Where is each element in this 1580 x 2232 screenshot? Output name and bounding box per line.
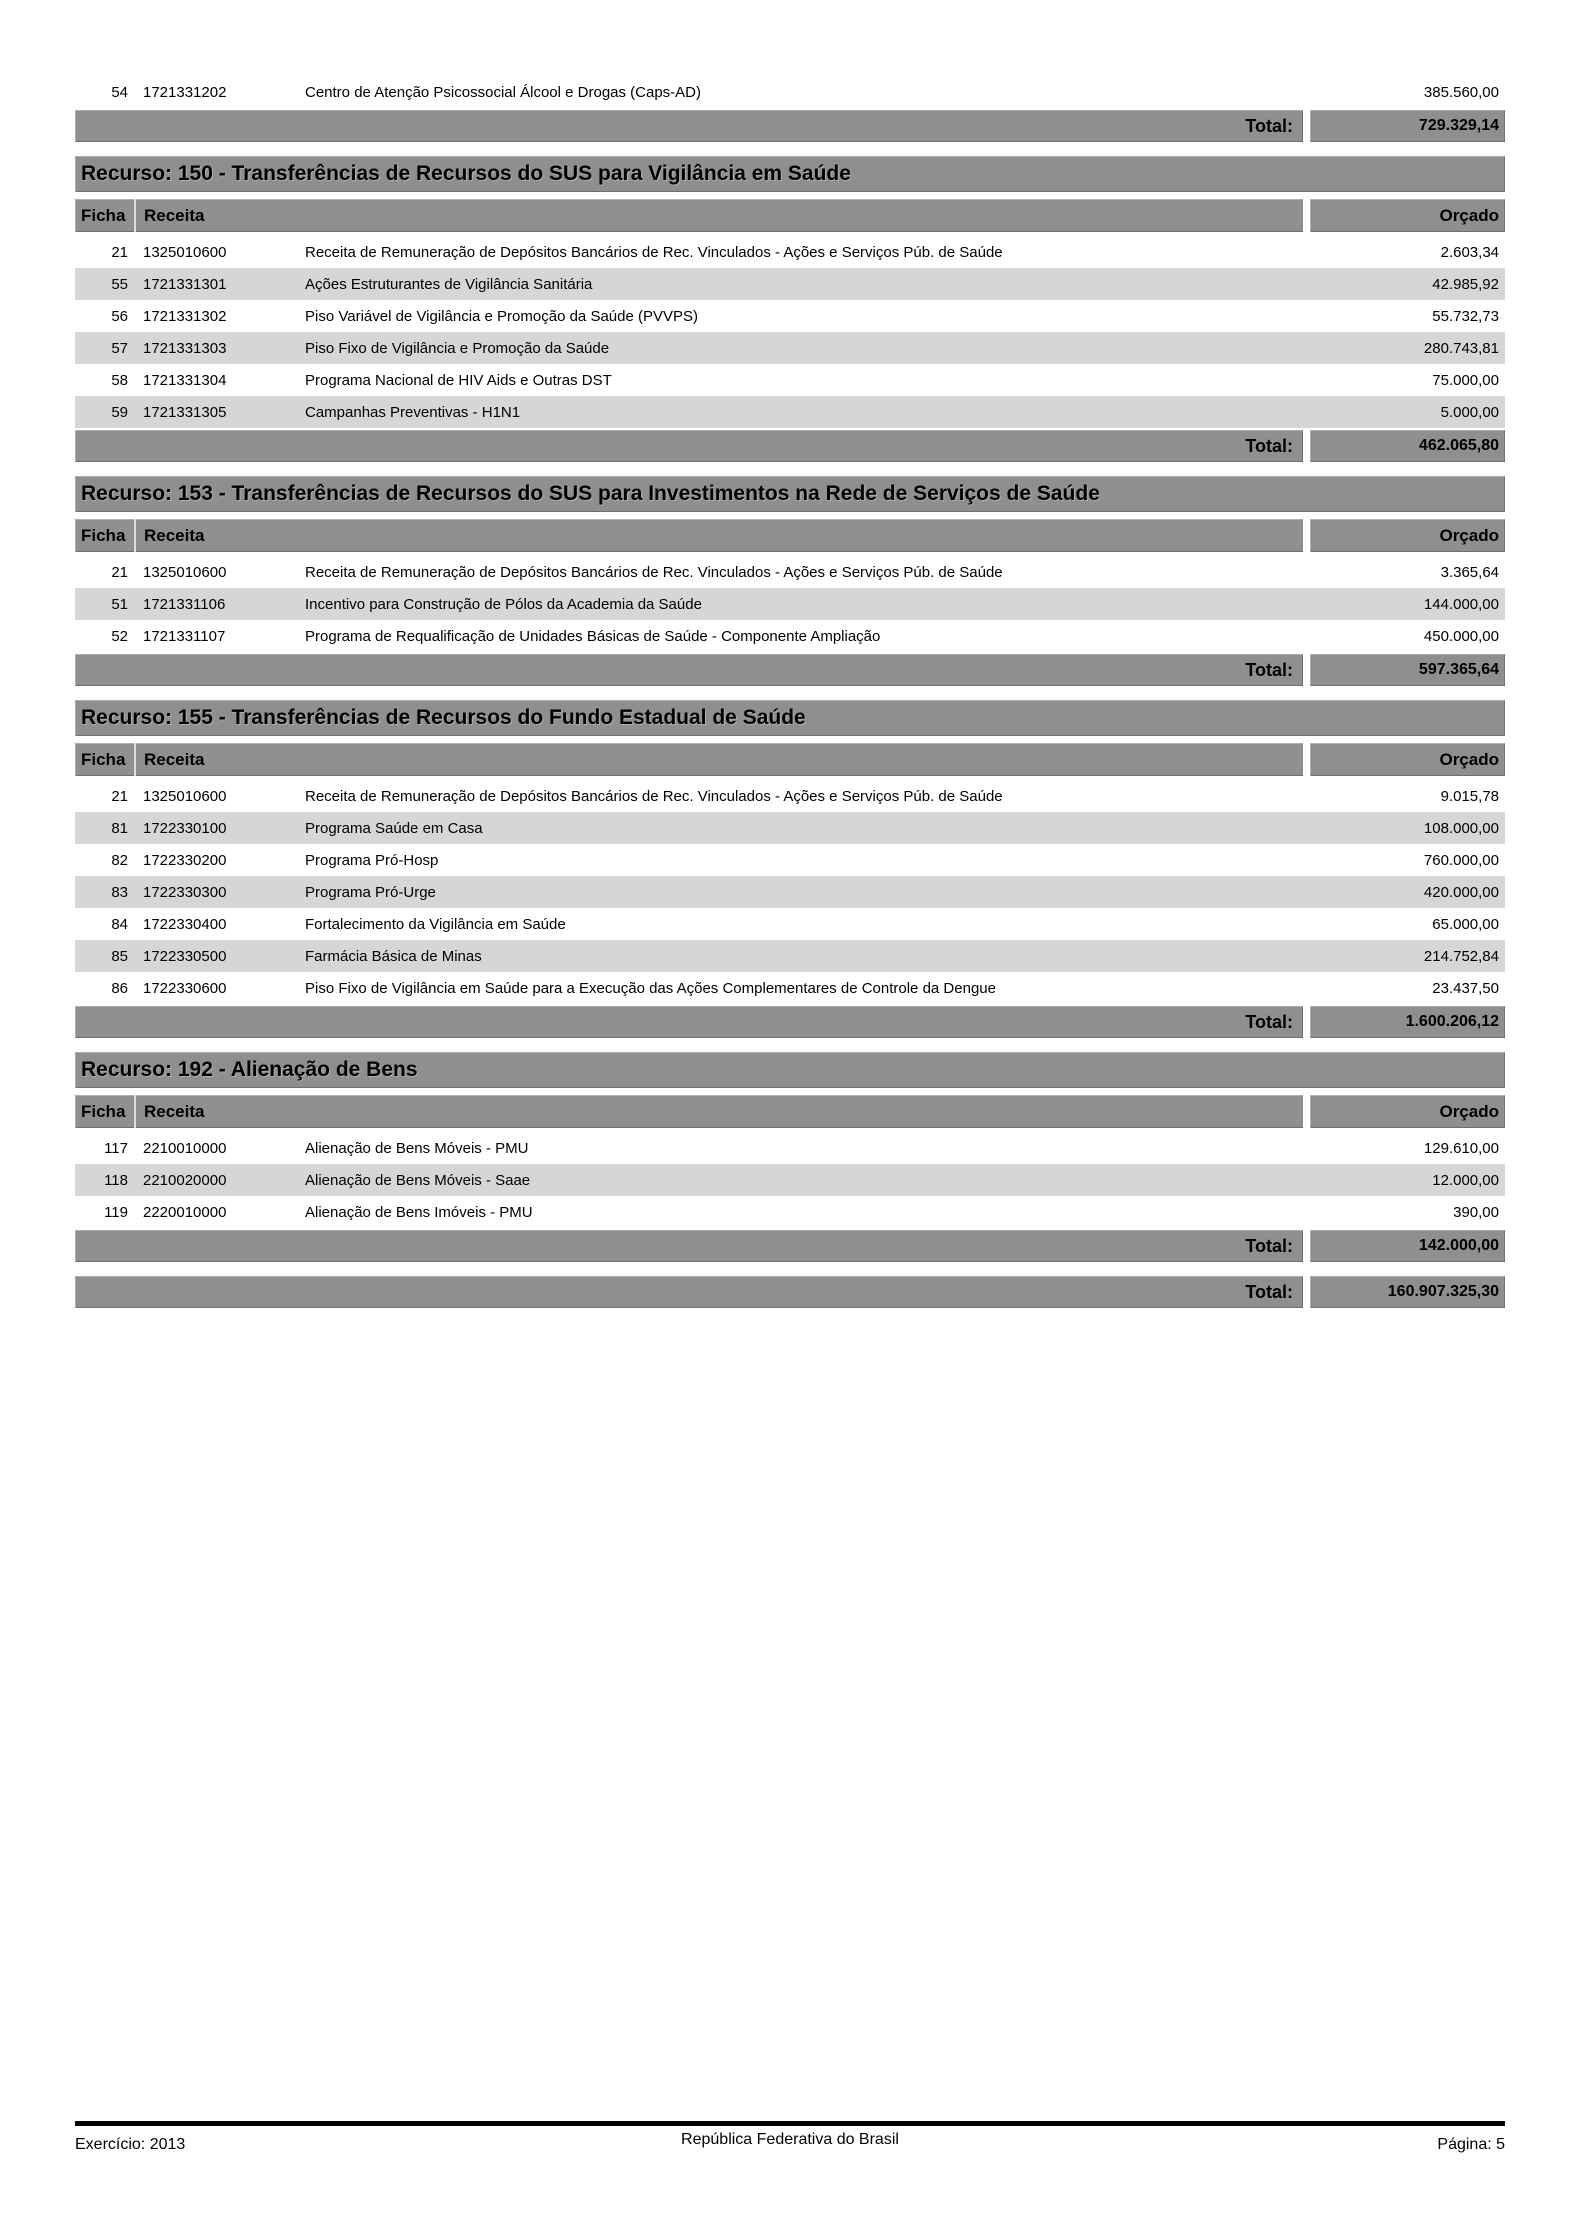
section-title: Recurso: 192 - Alienação de Bens [75, 1052, 1505, 1088]
table-row [75, 588, 1505, 620]
cell-orcado: 65.000,00 [1432, 915, 1499, 933]
section-rows [75, 1132, 1505, 1228]
section-rows [75, 236, 1505, 428]
total-label: Total: [75, 654, 1303, 686]
column-header-row [75, 743, 1505, 776]
carryover-total-row [75, 110, 1505, 142]
table-row [75, 812, 1505, 844]
table-row [75, 76, 1505, 108]
cell-descricao: Farmácia Básica de Minas [305, 947, 482, 965]
section-total-row [75, 1230, 1505, 1262]
column-header-orcado: Orçado [1310, 743, 1505, 776]
cell-ficha: 84 [111, 915, 128, 933]
column-header-left [75, 1095, 1303, 1128]
column-header-row [75, 199, 1505, 232]
recurso-section [75, 700, 1505, 1038]
cell-descricao: Ações Estruturantes de Vigilância Sanitária [305, 275, 593, 293]
cell-receita-code: 1721331202 [143, 83, 227, 101]
column-header-receita: Receita [144, 1101, 205, 1121]
cell-orcado: 5.000,00 [1440, 403, 1499, 421]
cell-receita-code: 1722330200 [143, 851, 227, 869]
cell-ficha: 82 [111, 851, 128, 869]
cell-receita-code: 2210010000 [143, 1139, 227, 1157]
cell-ficha: 85 [111, 947, 128, 965]
cell-descricao: Incentivo para Construção de Pólos da Academia da Saúde [305, 595, 702, 613]
cell-receita-code: 1722330100 [143, 819, 227, 837]
cell-ficha: 119 [104, 1203, 128, 1221]
section-title: Recurso: 155 - Transferências de Recursos do Fundo Estadual de Saúde [75, 700, 1505, 736]
cell-orcado: 420.000,00 [1423, 883, 1499, 901]
table-row [75, 236, 1505, 268]
table-row [75, 332, 1505, 364]
grand-total-value: 160.907.325,30 [1310, 1276, 1505, 1308]
cell-receita-code: 1722330600 [143, 979, 227, 997]
column-header-row [75, 519, 1505, 552]
table-row [75, 876, 1505, 908]
cell-ficha: 55 [111, 275, 128, 293]
table-row [75, 396, 1505, 428]
cell-orcado: 42.985,92 [1432, 275, 1499, 293]
cell-orcado: 385.560,00 [1423, 83, 1499, 101]
recurso-section [75, 1052, 1505, 1262]
cell-descricao: Programa de Requalificação de Unidades Básicas de Saúde - Componente Ampliação [305, 627, 881, 645]
section-total-row [75, 654, 1505, 686]
cell-orcado: 55.732,73 [1432, 307, 1499, 325]
cell-receita-code: 1721331304 [143, 371, 227, 389]
column-gap [1303, 430, 1310, 462]
cell-ficha: 58 [111, 371, 128, 389]
cell-descricao: Programa Nacional de HIV Aids e Outras DST [305, 371, 612, 389]
cell-orcado: 75.000,00 [1432, 371, 1499, 389]
sections-container [75, 156, 1505, 1262]
table-row [75, 780, 1505, 812]
cell-receita-code: 1721331106 [143, 595, 226, 613]
cell-orcado: 280.743,81 [1423, 339, 1499, 357]
cell-descricao: Receita de Remuneração de Depósitos Bancários de Rec. Vinculados - Ações e Serviços Púb. de Saúde [305, 243, 1003, 261]
footer-page-number: Página: 5 [1437, 2136, 1505, 2153]
column-header-orcado: Orçado [1310, 519, 1505, 552]
table-row [75, 620, 1505, 652]
grand-total-label: Total: [75, 1276, 1303, 1308]
cell-ficha: 83 [111, 883, 128, 901]
column-header-ficha: Ficha [81, 1101, 126, 1121]
cell-descricao: Alienação de Bens Móveis - PMU [305, 1139, 529, 1157]
cell-receita-code: 1722330300 [143, 883, 227, 901]
report-content [75, 76, 1505, 1308]
cell-descricao: Piso Fixo de Vigilância em Saúde para a Execução das Ações Complementares de Controle da Dengue [305, 979, 996, 997]
cell-descricao: Alienação de Bens Móveis - Saae [305, 1171, 531, 1189]
total-value: 1.600.206,12 [1310, 1006, 1505, 1038]
cell-orcado: 12.000,00 [1432, 1171, 1499, 1189]
column-header-left [75, 519, 1303, 552]
cell-descricao: Piso Fixo de Vigilância e Promoção da Saúde [305, 339, 610, 357]
cell-descricao: Programa Saúde em Casa [305, 819, 483, 837]
table-row [75, 1164, 1505, 1196]
cell-orcado: 3.365,64 [1440, 563, 1499, 581]
section-title: Recurso: 150 - Transferências de Recursos do SUS para Vigilância em Saúde [75, 156, 1505, 192]
column-gap [1303, 199, 1310, 232]
cell-ficha: 118 [104, 1171, 128, 1189]
cell-ficha: 54 [111, 83, 128, 101]
table-row [75, 556, 1505, 588]
cell-orcado: 214.752,84 [1423, 947, 1499, 965]
column-gap [1303, 1006, 1310, 1038]
page-footer [75, 2121, 1505, 2152]
cell-receita-code: 1325010600 [143, 563, 227, 581]
total-value: 729.329,14 [1310, 110, 1505, 142]
table-row [75, 1132, 1505, 1164]
cell-receita-code: 1325010600 [143, 243, 227, 261]
column-gap [1303, 110, 1310, 142]
cell-receita-code: 1722330500 [143, 947, 227, 965]
total-label: Total: [75, 1006, 1303, 1038]
column-header-left [75, 199, 1303, 232]
cell-orcado: 760.000,00 [1423, 851, 1499, 869]
cell-ficha: 52 [111, 627, 128, 645]
column-header-receita: Receita [144, 525, 205, 545]
cell-descricao: Receita de Remuneração de Depósitos Bancários de Rec. Vinculados - Ações e Serviços Púb. de Saúde [305, 787, 1003, 805]
cell-receita-code: 1721331303 [143, 339, 227, 357]
cell-orcado: 144.000,00 [1423, 595, 1499, 613]
column-gap [1303, 1095, 1310, 1128]
cell-ficha: 56 [111, 307, 128, 325]
cell-orcado: 9.015,78 [1440, 787, 1499, 805]
cell-ficha: 59 [111, 403, 128, 421]
recurso-section [75, 156, 1505, 462]
column-header-ficha: Ficha [81, 749, 126, 769]
cell-descricao: Receita de Remuneração de Depósitos Bancários de Rec. Vinculados - Ações e Serviços Púb. de Saúde [305, 563, 1003, 581]
cell-ficha: 57 [111, 339, 128, 357]
cell-receita-code: 1722330400 [143, 915, 227, 933]
total-label: Total: [75, 110, 1303, 142]
cell-orcado: 2.603,34 [1440, 243, 1499, 261]
footer-exercicio: Exercício: 2013 [75, 2136, 186, 2153]
cell-descricao: Piso Variável de Vigilância e Promoção da Saúde (PVVPS) [305, 307, 698, 325]
cell-receita-code: 1721331301 [143, 275, 227, 293]
cell-orcado: 108.000,00 [1423, 819, 1499, 837]
total-value: 462.065,80 [1310, 430, 1505, 462]
table-row [75, 1196, 1505, 1228]
column-gap [1303, 654, 1310, 686]
column-gap [1303, 1230, 1310, 1262]
total-label: Total: [75, 1230, 1303, 1262]
column-gap [1303, 1276, 1310, 1308]
cell-orcado: 23.437,50 [1432, 979, 1499, 997]
cell-receita-code: 1721331305 [143, 403, 227, 421]
cell-receita-code: 2210020000 [143, 1171, 227, 1189]
column-header-ficha: Ficha [81, 205, 126, 225]
column-header-orcado: Orçado [1310, 1095, 1505, 1128]
cell-receita-code: 2220010000 [143, 1203, 227, 1221]
cell-ficha: 81 [111, 819, 128, 837]
table-row [75, 300, 1505, 332]
footer-country: República Federativa do Brasil [681, 2131, 899, 2148]
table-row [75, 268, 1505, 300]
cell-orcado: 450.000,00 [1423, 627, 1499, 645]
cell-descricao: Alienação de Bens Imóveis - PMU [305, 1203, 533, 1221]
total-value: 597.365,64 [1310, 654, 1505, 686]
table-row [75, 364, 1505, 396]
table-row [75, 972, 1505, 1004]
cell-descricao: Programa Pró-Urge [305, 883, 436, 901]
cell-descricao: Centro de Atenção Psicossocial Álcool e Drogas (Caps-AD) [305, 83, 702, 101]
cell-ficha: 21 [111, 563, 128, 581]
grand-total-row [75, 1276, 1505, 1308]
table-row [75, 940, 1505, 972]
section-rows [75, 556, 1505, 652]
cell-ficha: 21 [111, 243, 128, 261]
cell-ficha: 117 [104, 1139, 128, 1157]
cell-descricao: Campanhas Preventivas - H1N1 [305, 403, 521, 421]
table-row [75, 908, 1505, 940]
column-gap [1303, 519, 1310, 552]
cell-ficha: 21 [111, 787, 128, 805]
column-gap [1303, 743, 1310, 776]
section-rows [75, 780, 1505, 1004]
total-value: 142.000,00 [1310, 1230, 1505, 1262]
column-header-receita: Receita [144, 749, 205, 769]
cell-receita-code: 1721331107 [143, 627, 226, 645]
cell-ficha: 51 [111, 595, 128, 613]
section-title: Recurso: 153 - Transferências de Recursos do SUS para Investimentos na Rede de Serviços de Saúde [75, 476, 1505, 512]
column-header-ficha: Ficha [81, 525, 126, 545]
cell-receita-code: 1721331302 [143, 307, 227, 325]
cell-orcado: 129.610,00 [1423, 1139, 1499, 1157]
cell-ficha: 86 [111, 979, 128, 997]
cell-descricao: Fortalecimento da Vigilância em Saúde [305, 915, 566, 933]
recurso-section [75, 476, 1505, 686]
cell-receita-code: 1325010600 [143, 787, 227, 805]
section-total-row [75, 430, 1505, 462]
cell-orcado: 390,00 [1453, 1203, 1499, 1221]
section-total-row [75, 1006, 1505, 1038]
column-header-row [75, 1095, 1505, 1128]
total-label: Total: [75, 430, 1303, 462]
column-header-orcado: Orçado [1310, 199, 1505, 232]
column-header-left [75, 743, 1303, 776]
table-row [75, 844, 1505, 876]
cell-descricao: Programa Pró-Hosp [305, 851, 439, 869]
column-header-receita: Receita [144, 205, 205, 225]
